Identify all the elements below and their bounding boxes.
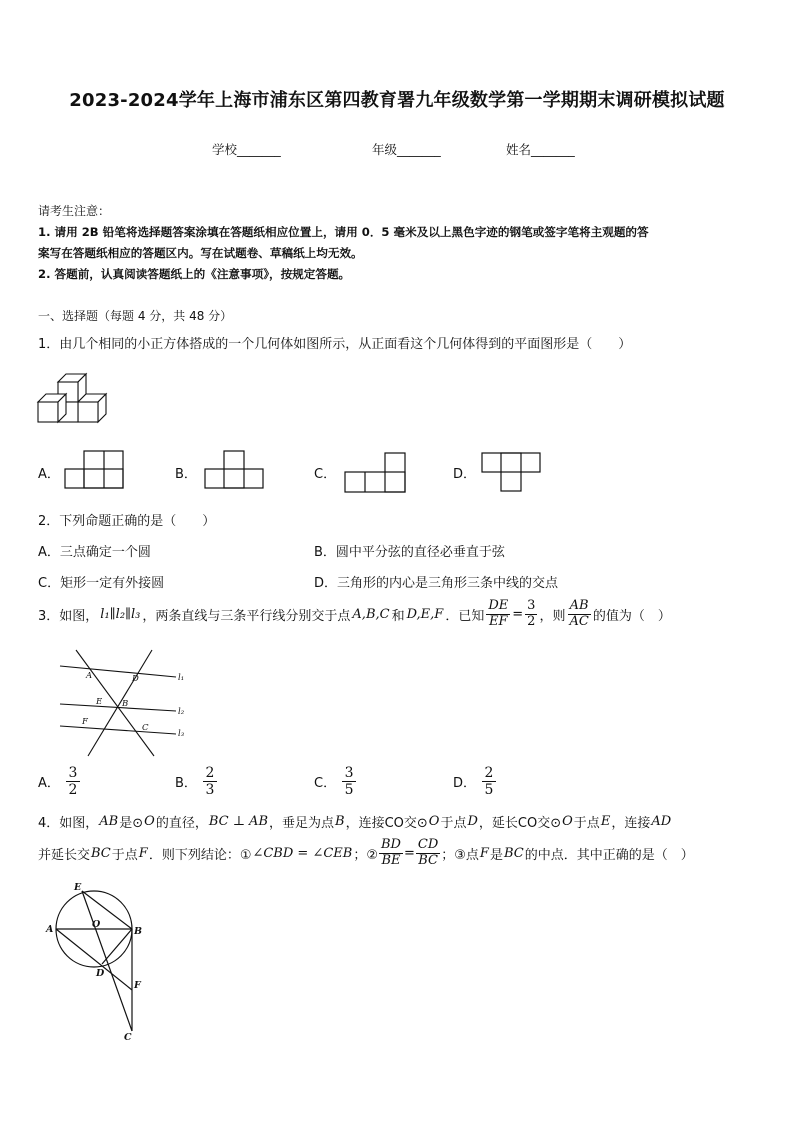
- question-4-line-2: 并延长交 BC 于点 F ．则下列结论：① ∠CBD = ∠CEB ；② $\frac{BD}{BE}$ = $\frac{CD}{BC}$ ；③点 F 是 BC 的中点．其中正确的是（ ）: [38, 837, 694, 868]
- q3-option-c[interactable]: C． $\frac{3}{5}$: [314, 765, 356, 798]
- q3-label-e: E: [96, 697, 103, 707]
- q3-equals: =: [512, 606, 524, 622]
- q3-label-f: F: [82, 717, 88, 727]
- q2-option-b[interactable]: B．圆中平分弦的直径必垂直于弦: [314, 545, 505, 560]
- question-3-stem: [38, 599, 671, 630]
- q3-num: 3．如图，: [38, 608, 99, 624]
- notice-heading: 请考生注意：: [38, 204, 111, 218]
- q1-option-b-figure[interactable]: [204, 450, 266, 490]
- q2-option-c[interactable]: C．矩形一定有外接圆: [38, 576, 165, 591]
- q3-parallel-lines-figure: [56, 644, 196, 762]
- question-2-stem: 2．下列命题正确的是（ ）: [38, 514, 216, 529]
- q3-label-d: D: [132, 674, 139, 684]
- q3-points-1: A,B,C: [352, 606, 390, 622]
- page-title: 2023-2024学年上海市浦东区第四教育署九年级数学第一学期期末调研模拟试题: [69, 90, 725, 111]
- q4-fraction-bd-be: $\frac{BD}{BE}$: [380, 837, 401, 868]
- q3-fraction-3-2: $\frac{3}{2}$: [527, 598, 536, 629]
- q2-option-d[interactable]: D．三角形的内心是三角形三条中线的交点: [314, 576, 559, 591]
- q4-fraction-cd-bc: $\frac{CD}{BC}$: [417, 837, 439, 868]
- q3-mid: ，两条直线与三条平行线分别交于点: [142, 608, 351, 624]
- notice-line-2: 2. 答题前，认真阅读答题纸上的《注意事项》，按规定答题。: [38, 267, 351, 281]
- q1-option-a-figure[interactable]: [64, 450, 126, 490]
- question-4-line-1: 4．如图， AB 是⊙ O 的直径， BC ⊥ AB ，垂足为点 B ，连接CO交⊙ O 于点 D ，延长CO交⊙ O 于点 E ，连接 AD: [38, 814, 672, 831]
- q3-parallel-lines: l₁∥l₂∥l₃: [100, 606, 141, 622]
- q1-option-c-figure[interactable]: [344, 452, 408, 494]
- school-field[interactable]: 学校_______: [212, 142, 281, 157]
- q3-label-l1: l₁: [178, 673, 185, 683]
- q3-known: ．已知: [445, 608, 485, 624]
- notice-line-1b: 案写在答题纸相应的答题区内。写在试题卷、草稿纸上均无效。: [38, 246, 363, 260]
- q4-label-o: O: [92, 919, 101, 930]
- q3-option-b[interactable]: B． $\frac{2}{3}$: [175, 765, 217, 798]
- q3-and: 和: [391, 608, 405, 624]
- q4-label-f: F: [134, 980, 141, 991]
- section-header: 一、选择题（每题 4 分，共 48 分）: [38, 309, 233, 323]
- q1-option-c-label[interactable]: C．: [314, 467, 337, 482]
- grade-field[interactable]: 年级_______: [372, 142, 441, 157]
- q4-label-c: C: [124, 1032, 132, 1043]
- q3-label-l3: l₃: [178, 729, 185, 739]
- q1-option-b-label[interactable]: B．: [175, 467, 197, 482]
- q3-option-d[interactable]: D． $\frac{2}{5}$: [453, 765, 496, 798]
- q3-label-a: A: [86, 671, 93, 681]
- q3-fraction-de-ef: $\frac{DE}{EF}$: [488, 598, 509, 629]
- q4-label-a: A: [46, 924, 54, 935]
- q4-label-e: E: [74, 882, 82, 893]
- q1-option-d-label[interactable]: D．: [453, 467, 477, 482]
- q3-tail: 的值为（ ）: [592, 608, 671, 624]
- name-field[interactable]: 姓名_______: [506, 142, 575, 157]
- q1-option-d-figure[interactable]: [481, 452, 543, 494]
- q3-fraction-ab-ac: $\frac{AB}{AC}$: [569, 598, 589, 629]
- q3-label-b: B: [122, 699, 129, 709]
- q3-points-2: D,E,F: [406, 606, 444, 622]
- q3-label-l2: l₂: [178, 707, 185, 717]
- q1-option-a-label[interactable]: A．: [38, 467, 60, 482]
- q3-label-c: C: [142, 723, 149, 733]
- q4-label-d: D: [96, 968, 105, 979]
- q2-option-a[interactable]: A．三点确定一个圆: [38, 545, 151, 560]
- q4-label-b: B: [134, 926, 143, 937]
- question-1-stem: 1．由几个相同的小正方体搭成的一个几何体如图所示，从正面看这个几何体得到的平面图形是（ ）: [38, 337, 632, 352]
- notice-line-1a: 1. 请用 2B 铅笔将选择题答案涂填在答题纸相应位置上，请用 0．5 毫米及以上黑色字迹的钢笔或签字笔将主观题的答: [38, 225, 649, 239]
- q1-cube-figure: [36, 372, 108, 424]
- q3-then: ，则: [539, 608, 566, 624]
- q3-option-a[interactable]: A． $\frac{3}{2}$: [38, 765, 80, 798]
- q4-circle-figure: [44, 882, 154, 1043]
